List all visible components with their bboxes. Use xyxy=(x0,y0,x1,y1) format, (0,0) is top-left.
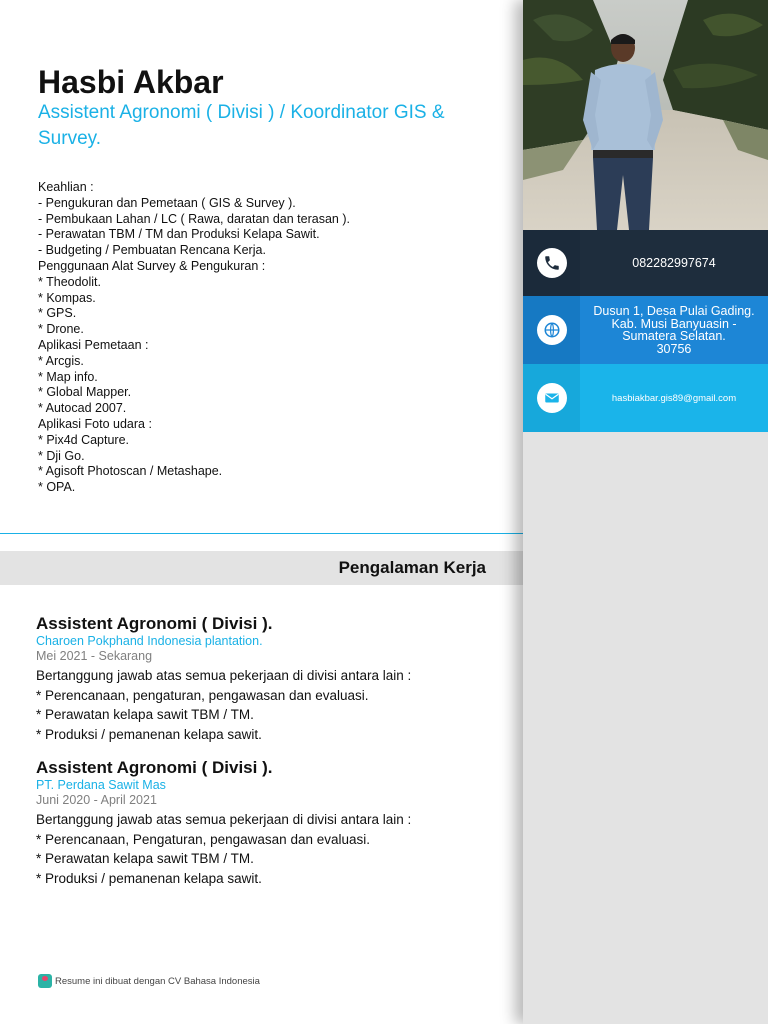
job-description xyxy=(36,666,506,744)
job-description-line: * Perencanaan, pengaturan, pengawasan dan evaluasi. xyxy=(36,687,369,703)
skills-line: Aplikasi Foto udara : xyxy=(38,416,152,431)
email-address[interactable]: hasbiakbar.gis89@gmail.com xyxy=(580,364,768,432)
job-entry xyxy=(36,758,506,888)
job-description-line: * Produksi / pemanenan kelapa sawit. xyxy=(36,870,262,886)
experience-title: Pengalaman Kerja xyxy=(338,558,486,577)
mail-icon xyxy=(537,383,567,413)
skills-line: * Kompas. xyxy=(38,290,96,305)
skills-line: * GPS. xyxy=(38,306,77,321)
skills-line: * Pix4d Capture. xyxy=(38,432,130,447)
skills-line: * Autocad 2007. xyxy=(38,401,127,416)
contact-phone xyxy=(523,230,768,296)
job-description xyxy=(36,810,506,888)
job-title: Assistent Agronomi ( Divisi ). xyxy=(36,758,273,777)
job-period: Juni 2020 - April 2021 xyxy=(36,793,157,807)
sidebar xyxy=(523,0,768,1024)
footer-text: Resume ini dibuat dengan CV Bahasa Indonesia xyxy=(55,975,260,987)
job-title: Assistent Agronomi ( Divisi ). xyxy=(36,614,273,633)
skills-line: - Pengukuran dan Pemetaan ( GIS & Survey ). xyxy=(38,195,296,210)
job-description-line: * Perawatan kelapa sawit TBM / TM. xyxy=(36,707,254,722)
job-description-line: Bertanggung jawab atas semua pekerjaan di divisi antara lain : xyxy=(36,668,412,683)
address-line: Kab. Musi Banyuasin - xyxy=(611,316,737,331)
contact-email xyxy=(523,364,768,432)
cv-logo-icon xyxy=(38,974,52,988)
skills-line: - Perawatan TBM / TM dan Produksi Kelapa Sawit. xyxy=(38,227,320,242)
skills-line: - Pembukaan Lahan / LC ( Rawa, daratan dan terasan ). xyxy=(38,211,350,226)
contact-address xyxy=(523,296,768,364)
skills-line: Keahlian : xyxy=(38,180,94,194)
job-description-line: * Perencanaan, Pengaturan, pengawasan dan evaluasi. xyxy=(36,831,370,847)
job-company: Charoen Pokphand Indonesia plantation. xyxy=(36,634,263,648)
job-entry xyxy=(36,614,506,744)
experience-header xyxy=(0,551,523,585)
footer xyxy=(38,974,260,988)
skills-line: Penggunaan Alat Survey & Pengukuran : xyxy=(38,258,266,273)
skills-line: * Dji Go. xyxy=(38,448,85,463)
skills-list xyxy=(38,180,350,496)
job-description-line: * Produksi / pemanenan kelapa sawit. xyxy=(36,726,262,742)
candidate-headline: Assistent Agronomi ( Divisi ) / Koordinator GIS & Survey. xyxy=(38,102,445,149)
job-company: PT. Perdana Sawit Mas xyxy=(36,778,166,792)
address-line: Dusun 1, Desa Pulai Gading. xyxy=(593,304,755,318)
phone-number[interactable]: 082282997674 xyxy=(580,230,768,296)
globe-icon xyxy=(537,315,567,345)
skills-line: * Map info. xyxy=(38,369,98,384)
skills-line: * Agisoft Photoscan / Metashape. xyxy=(38,464,223,479)
candidate-name: Hasbi Akbar xyxy=(38,64,224,100)
skills-line: Aplikasi Pemetaan : xyxy=(38,337,149,352)
skills-line: * Drone. xyxy=(38,322,84,337)
address-line: 30756 xyxy=(656,341,692,356)
phone-icon xyxy=(537,248,567,278)
job-description-line: Bertanggung jawab atas semua pekerjaan di divisi antara lain : xyxy=(36,812,412,827)
skills-line: * Global Mapper. xyxy=(38,385,132,400)
job-description-line: * Perawatan kelapa sawit TBM / TM. xyxy=(36,851,254,866)
section-divider xyxy=(0,533,523,534)
address-text xyxy=(580,296,768,364)
skills-line: * OPA. xyxy=(38,480,76,495)
skills-line: - Budgeting / Pembuatan Rencana Kerja. xyxy=(38,243,266,258)
skills-line: * Theodolit. xyxy=(38,274,102,289)
skills-line: * Arcgis. xyxy=(38,353,84,368)
address-line: Sumatera Selatan. xyxy=(622,329,726,343)
profile-photo-image xyxy=(523,0,768,230)
profile-photo xyxy=(523,0,768,230)
job-period: Mei 2021 - Sekarang xyxy=(36,649,153,663)
